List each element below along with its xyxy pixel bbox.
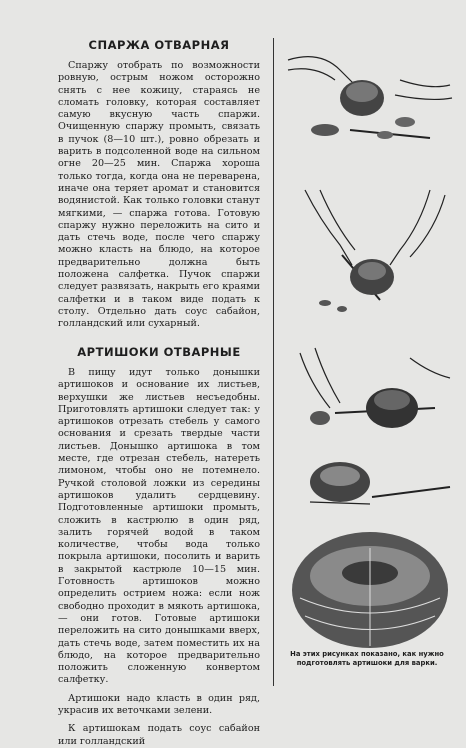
- illustration-trimming-artichoke: [280, 338, 458, 448]
- illustration-caption: На этих рисунках показано, как нужно подготовлять артишоки для варки.: [290, 650, 444, 667]
- illustration-trimming-leaves: [280, 40, 458, 150]
- section-artichokes: [58, 345, 260, 748]
- section-asparagus: [58, 38, 260, 331]
- illustrations: [280, 40, 458, 690]
- section-paragraph: В пищу идут только донышки артишоков и основание их листьев, верхушки же листьев несъедобны. Приготовлять артишоки следует так: у артишоков отрезать стебель у самого основания и срезать твердые части листьев. Донышко артишока в том месте, где отрезан стебель, натереть лимоном, чтобы оно не потемнело. Ручкой столовой ложки из середины артишоков удалить сердцевину. Подготовленные артишоки промыть, сложить в кастрюлю в один ряд, залить горячей водой в таком количестве, чтобы вода только покрыла артишоки, посолить и варить в закрытой кастрюле 10—15 мин. Готовность артишоков можно определить острием ножа: если нож свободно проходит в мякоть артишока, — они готов. Готовые артишоки переложить на сито донышками вверх, дать стечь воде, затем поместить их на блюдо, на которое предварительно положить сложенную конвертом салфетку.: [58, 367, 260, 686]
- section-title: АРТИШОКИ ОТВАРНЫЕ: [77, 345, 241, 359]
- illustration-cutting-base: [280, 185, 458, 315]
- section-title: СПАРЖА ОТВАРНАЯ: [88, 38, 230, 52]
- section-paragraph: Артишоки надо класть в один ряд, украсив их веточками зелени.: [58, 692, 260, 717]
- section-paragraph: К артишокам подать соус сабайон или голландский: [58, 723, 260, 747]
- illustration-artichoke-halved: [280, 452, 458, 522]
- section-paragraph: Спаржу отобрать по возможности ровную, острым ножом осторожно снять с нее кожицу, стараясь не сломать головку, которая составляет самую вкусную часть спаржи. Очищенную спаржу промыть, связать в пучок (8—10 шт.), ровно обрезать и варить в подсоленной воде на сильном огне 20—25 мин. Спаржа хороша только тогда, когда она не переварена, иначе она теряет аромат и становится водянистой. Как только головки станут мягкими, — спаржа готова. Готовую спаржу нужно переложить на сито и дать стечь воде, после чего спаржу можно класть на блюдо, на которое предварительно должна быть положена салфетка. Пучок спаржи следует развязать, накрыть его краями салфетки и в таком виде подать к столу. Отдельно дать соус сабайон, голландский или сухарный.: [58, 60, 260, 330]
- column-divider: [273, 38, 274, 686]
- illustration-tied-artichoke: [280, 528, 458, 653]
